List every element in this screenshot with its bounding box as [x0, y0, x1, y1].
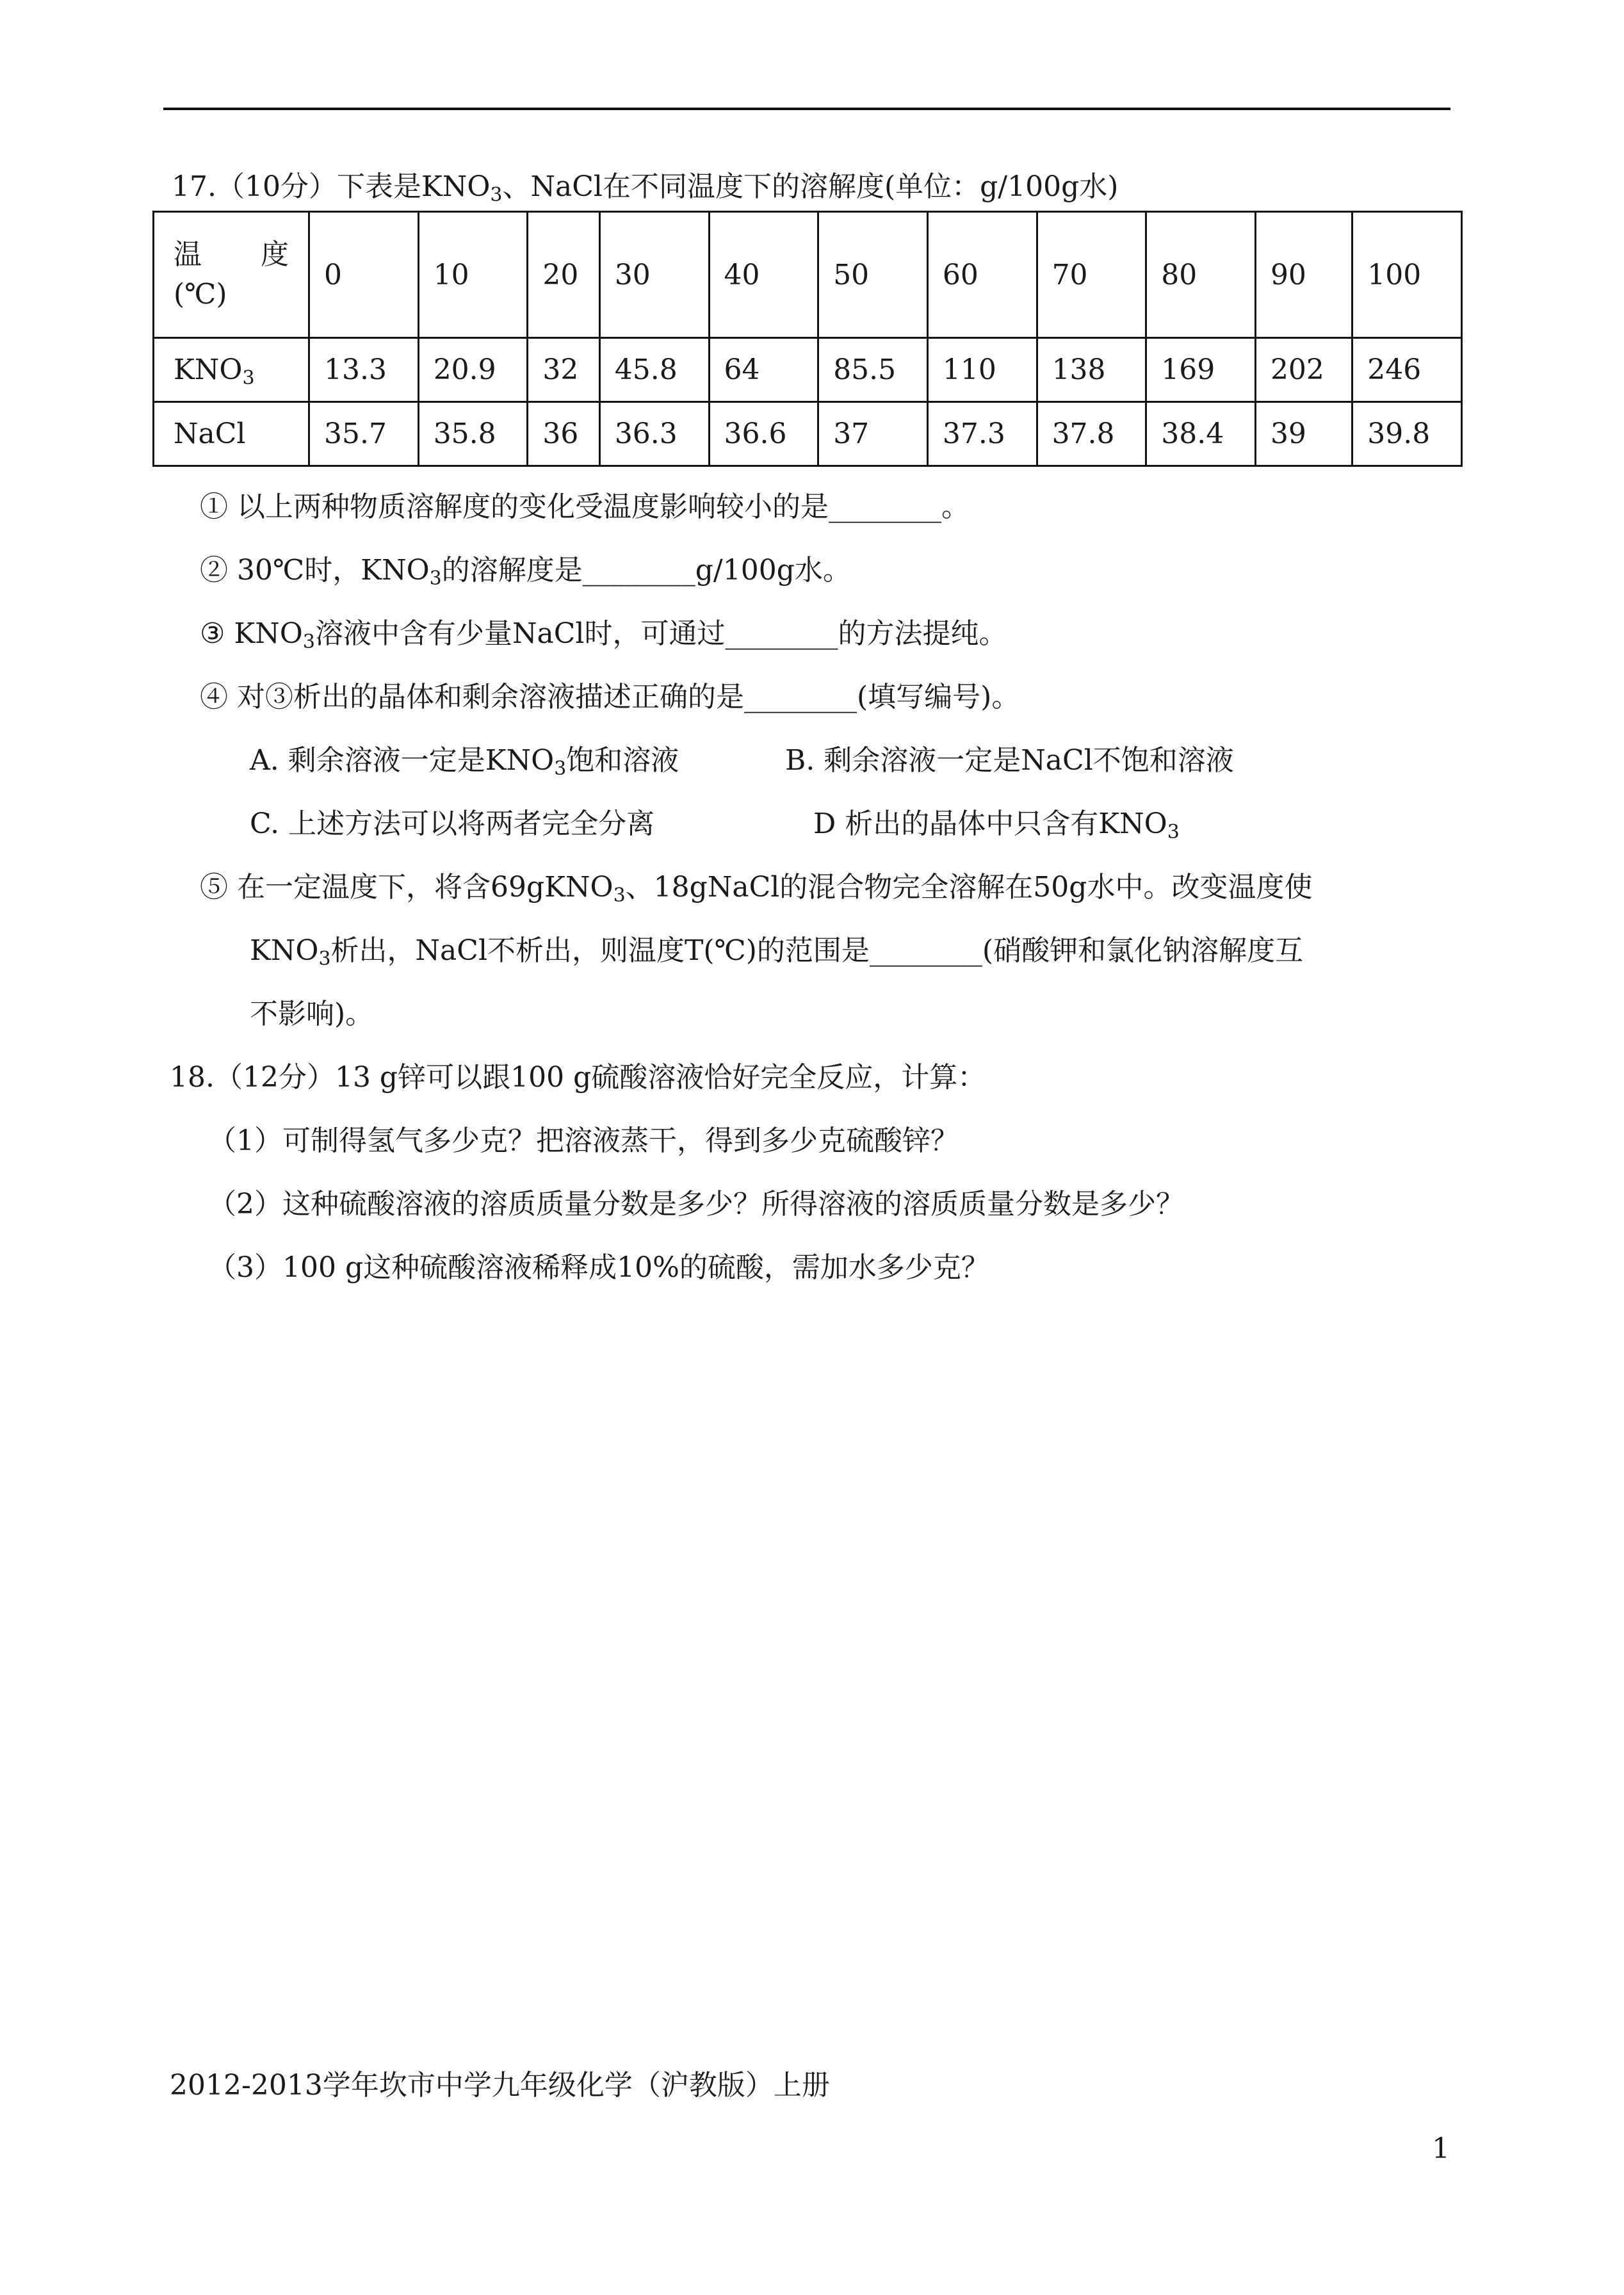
nacl-cell: 39.8 [1352, 402, 1462, 466]
q17-item-2: ② 30℃时，$KNO_3$的溶解度是________g/100g水。 [200, 554, 851, 590]
kno3-cell: 20.9 [418, 338, 528, 402]
page-number: 1 [1432, 2132, 1450, 2165]
temp-cell: 20 [528, 212, 599, 338]
footer-text: 2012-2013学年坎市中学九年级化学（沪教版）上册 [170, 2069, 830, 2102]
solubility-table [152, 211, 1463, 467]
q18-title: 18.（12分）13 g锌可以跟100 g硫酸溶液恰好完全反应，计算： [170, 1061, 986, 1094]
q17-item-5-line-1: ⑤ 在一定温度下，将含69gKNO$_3$、18gNaCl的混合物完全溶解在50g水中。改变温度使 [200, 871, 1313, 907]
q18-sub-2: （2）这种硫酸溶液的溶质质量分数是多少？所得溶液的溶质质量分数是多少？ [208, 1188, 1184, 1220]
nacl-cell: 39 [1255, 402, 1352, 466]
kno3-cell: 85.5 [818, 338, 928, 402]
q17-item-3: ③ $KNO_3$溶液中含有少量NaCl时，可通过________的方法提纯。 [200, 617, 1007, 653]
kno3-cell: 32 [528, 338, 599, 402]
kno3-cell: 246 [1352, 338, 1462, 402]
nacl-cell: 36.3 [599, 402, 709, 466]
temp-cell: 30 [599, 212, 709, 338]
temp-cell: 100 [1352, 212, 1462, 338]
nacl-cell: 37.8 [1037, 402, 1146, 466]
nacl-cell: 37 [818, 402, 928, 466]
temp-cell: 0 [309, 212, 419, 338]
nacl-cell: 36 [528, 402, 599, 466]
nacl-cell: 37.3 [927, 402, 1037, 466]
row-label-nacl: NaCl [154, 402, 309, 466]
kno3-cell: 13.3 [309, 338, 419, 402]
q17-option-a: A. 剩余溶液一定是$KNO_3$饱和溶液 [250, 744, 679, 780]
q17-option-c: C. 上述方法可以将两者完全分离 [250, 807, 655, 840]
nacl-cell: 38.4 [1146, 402, 1256, 466]
table-row-temperature [154, 212, 1462, 338]
nacl-cell: 35.8 [418, 402, 528, 466]
q17-item-5-line-2: $KNO_3$析出，NaCl不析出，则温度T(℃)的范围是________(硝酸钾和氯化钠溶解度互 [250, 934, 1304, 970]
temp-cell: 50 [818, 212, 928, 338]
kno3-cell: 45.8 [599, 338, 709, 402]
temp-cell: 90 [1255, 212, 1352, 338]
kno3-cell: 138 [1037, 338, 1146, 402]
kno3-cell: 110 [927, 338, 1037, 402]
q17-item-5-line-3: 不影响)。 [250, 998, 374, 1030]
nacl-cell: 35.7 [309, 402, 419, 466]
kno3-cell: 202 [1255, 338, 1352, 402]
table-row-nacl [154, 402, 1462, 466]
table-row-kno3 [154, 338, 1462, 402]
nacl-cell: 36.6 [709, 402, 818, 466]
temp-cell: 80 [1146, 212, 1256, 338]
kno3-cell: 64 [709, 338, 818, 402]
temp-cell: 60 [927, 212, 1037, 338]
q18-sub-3: （3）100 g这种硫酸溶液稀释成10%的硫酸，需加水多少克？ [208, 1251, 989, 1284]
q17-option-b: B. 剩余溶液一定是NaCl不饱和溶液 [785, 744, 1234, 777]
q17-item-4: ④ 对③析出的晶体和剩余溶液描述正确的是________(填写编号)。 [200, 681, 1020, 713]
q17-title: 17.（10分）下表是$KNO_3$、NaCl在不同温度下的溶解度(单位：g/100g水) [172, 170, 1119, 206]
q18-sub-1: （1）可制得氢气多少克？把溶液蒸干，得到多少克硫酸锌？ [208, 1124, 959, 1157]
header-rule [163, 108, 1450, 110]
temp-cell: 10 [418, 212, 528, 338]
q17-item-1: ① 以上两种物质溶解度的变化受温度影响较小的是________。 [200, 491, 970, 523]
header-temperature-cell: 温 度 (℃) [154, 212, 309, 338]
row-label-kno3: $KNO_3$ [154, 338, 309, 402]
kno3-cell: 169 [1146, 338, 1256, 402]
q17-option-d: D 析出的晶体中只含有$KNO_3$ [813, 807, 1180, 843]
temp-cell: 40 [709, 212, 818, 338]
temp-cell: 70 [1037, 212, 1146, 338]
